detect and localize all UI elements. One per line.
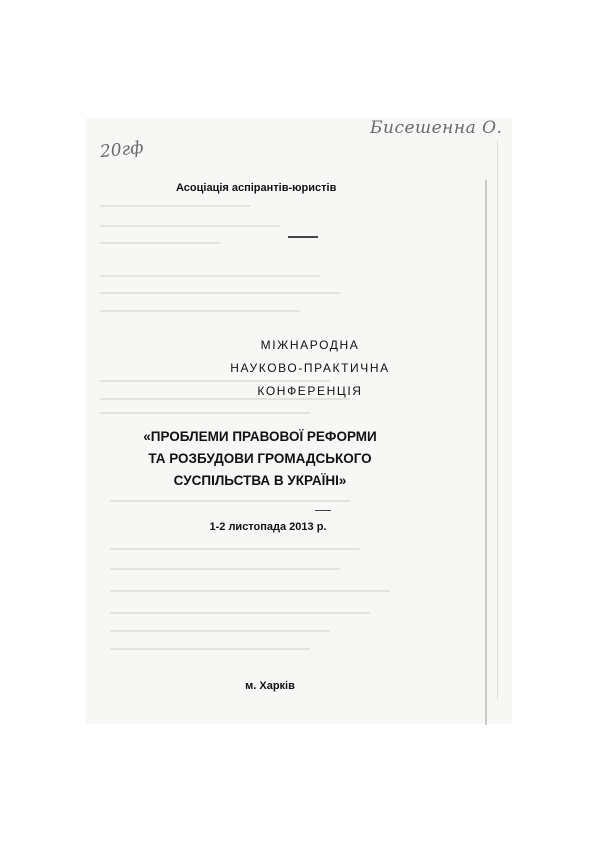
conference-type-line: КОНФЕРЕНЦІЯ [257, 384, 363, 398]
conference-title-line: СУСПІЛЬСТВА В УКРАЇНІ» [173, 473, 347, 488]
conference-city: м. Харків [245, 680, 295, 692]
handwritten-note: 20гф [99, 137, 145, 163]
conference-title-line: «ПРОБЛЕМИ ПРАВОВОЇ РЕФОРМИ [143, 429, 377, 444]
conference-type-line: НАУКОВО-ПРАКТИЧНА [230, 361, 390, 375]
conference-type-line: МІЖНАРОДНА [260, 338, 360, 352]
organization-name: Асоціація аспірантів-юристів [176, 182, 337, 194]
conference-date: 1-2 листопада 2013 р. [209, 521, 327, 533]
handwritten-signature: Бисешенна О. [370, 118, 503, 138]
conference-title-line: ТА РОЗБУДОВИ ГРОМАДСЬКОГО [148, 451, 372, 466]
